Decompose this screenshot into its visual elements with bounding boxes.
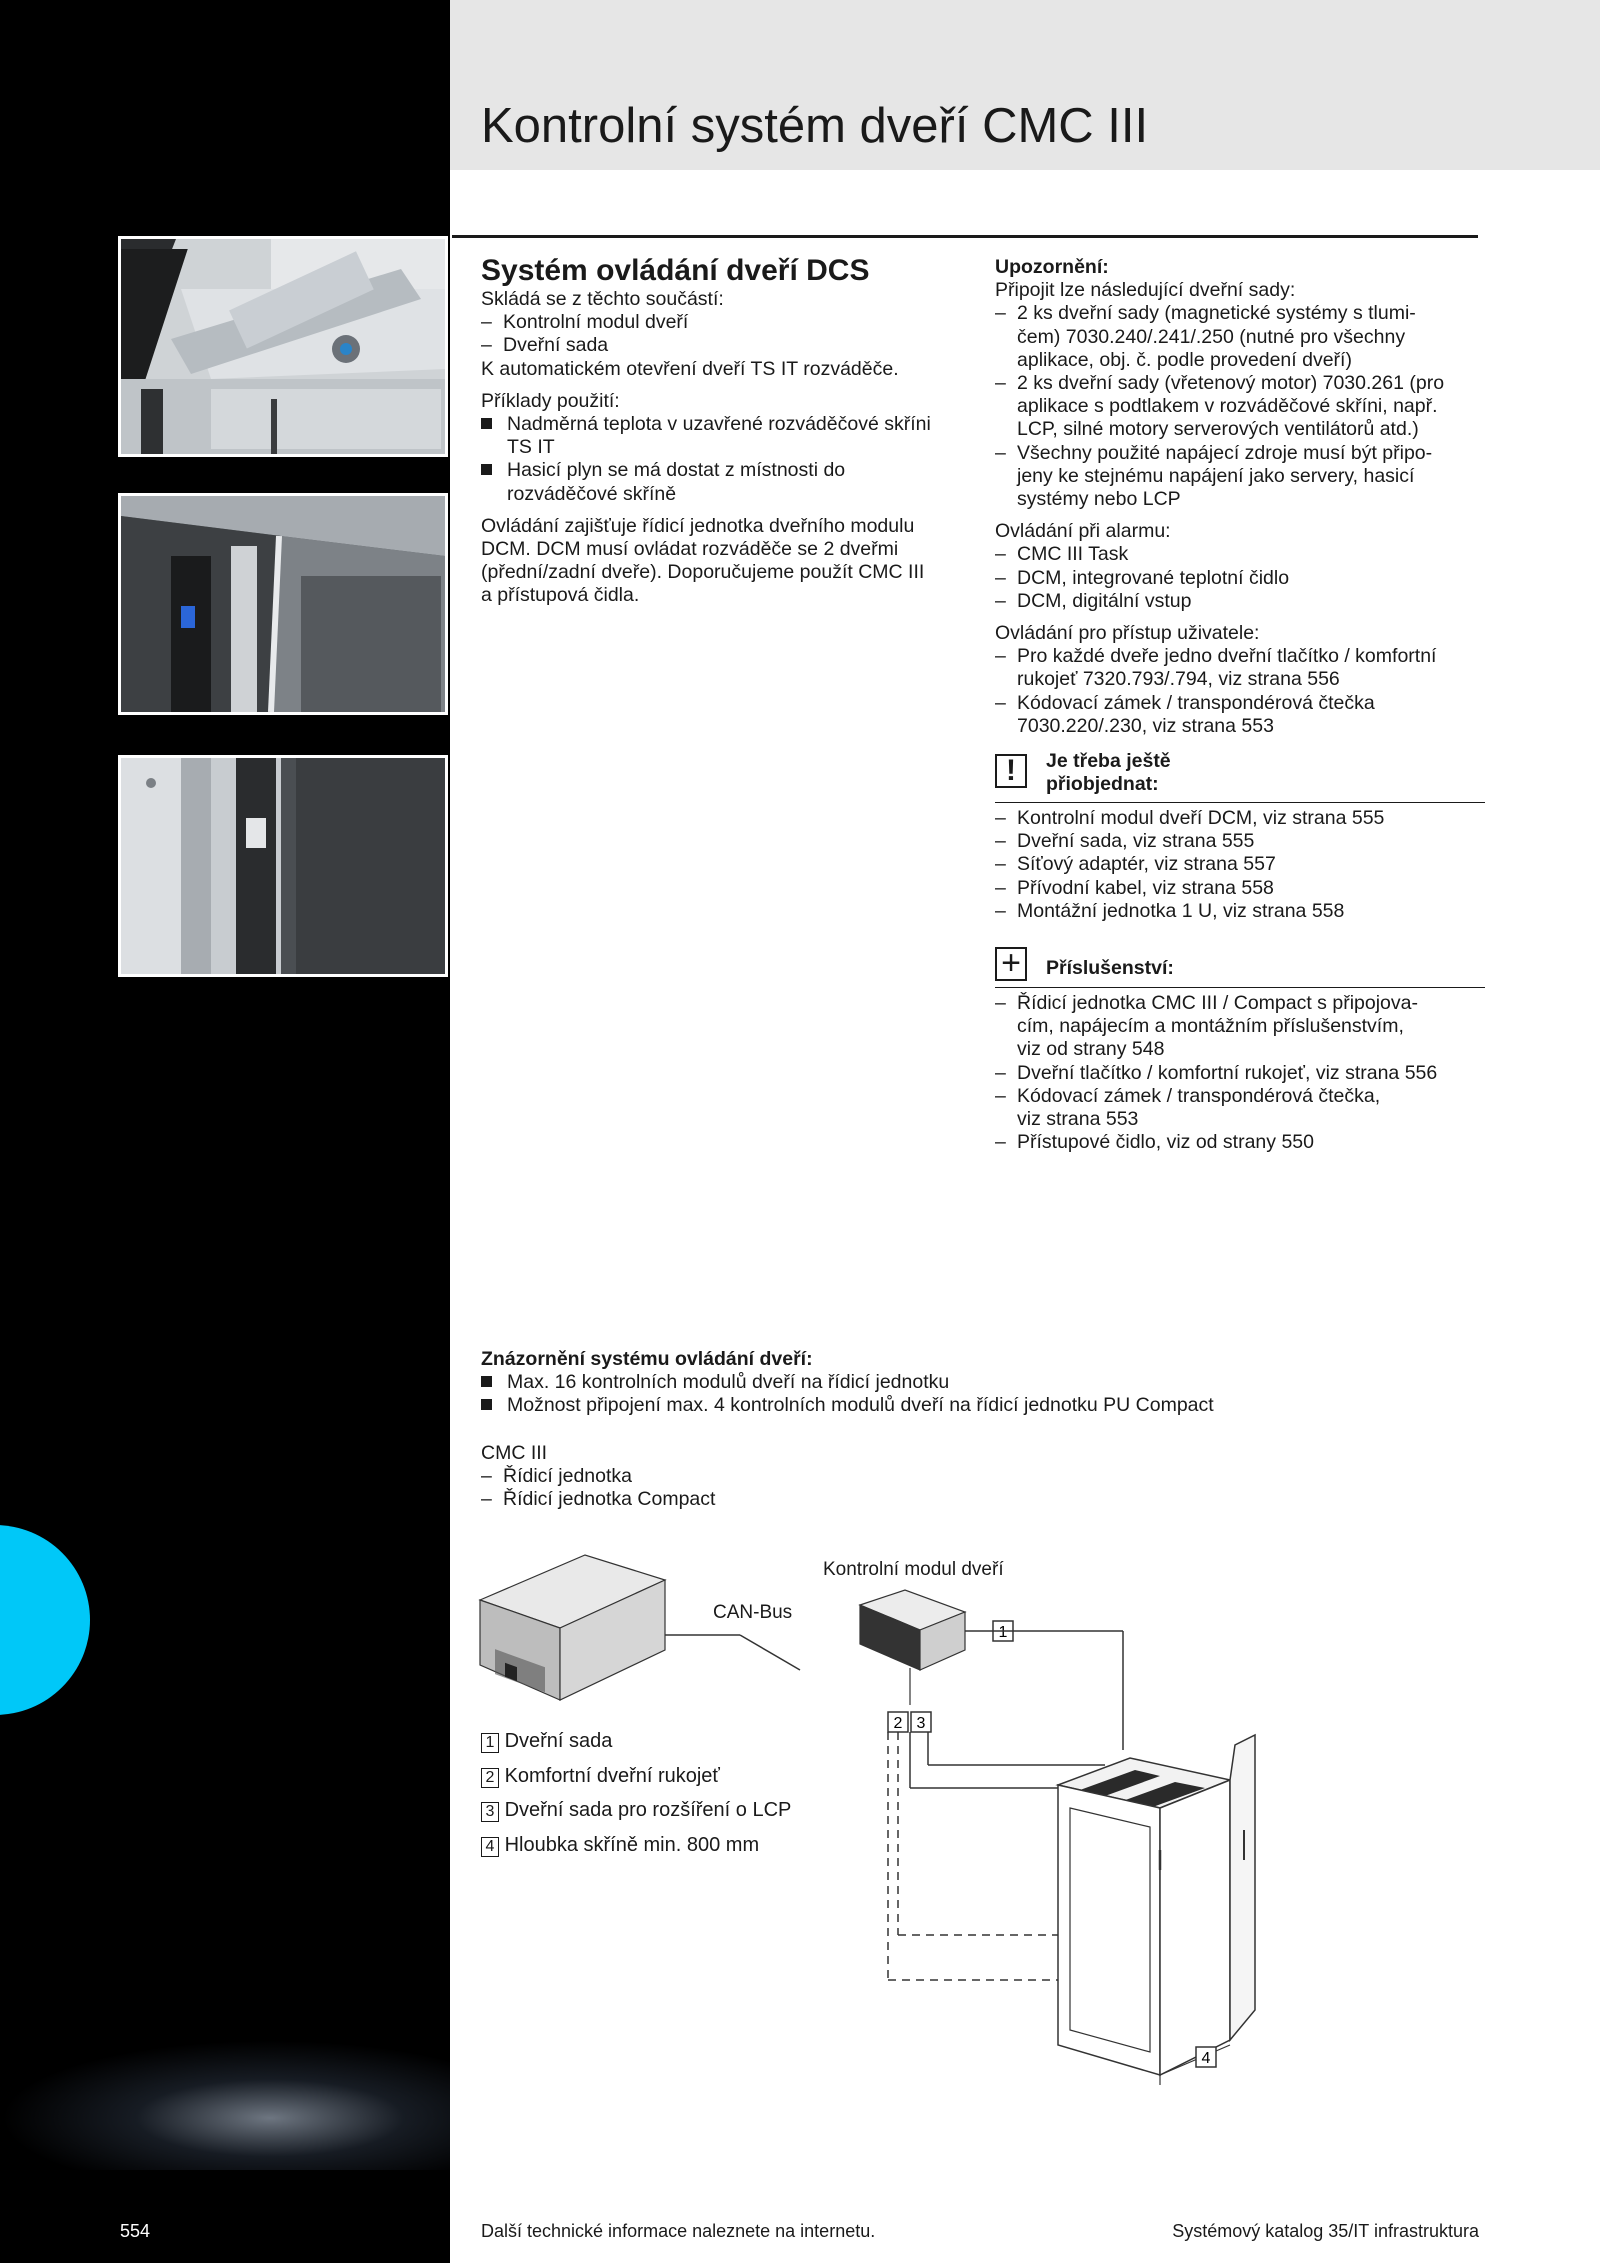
photo-door-hinge [118,236,448,457]
photo-cabinet-interior [118,493,448,715]
page-title: Kontrolní systém dveří CMC III [481,99,1149,153]
diagram-legend [481,1724,901,1862]
footer-right: Systémový katalog 35/IT infrastruktura [1172,2221,1479,2241]
list-item: Možnost připojení max. 4 kontrolních modulů dveří na řídicí jednotku PU Compact [481,1394,1481,1417]
can-bus-line [740,1635,800,1670]
control-unit-illustration [480,1555,665,1700]
module-label: Kontrolní modul dveří [823,1559,1004,1580]
callout-3: 3 [916,1715,926,1732]
list-item: – Montážní jednotka 1 U, viz strana 558 [995,899,1345,922]
list-item: – Kódovací zámek / transpondérová čtečka, viz strana 553 [995,1084,1381,1131]
dcs-intro-column [481,254,971,608]
list-item: – Řídicí jednotka CMC III / Compact s připojova- cím, napájecím a montážním příslušenstvím, viz od strany 548 [995,992,1418,1061]
footer-left: Další technické informace naleznete na internetu. [481,2221,876,2241]
list-item: – Kódovací zámek / transpondérová čtečka 7030.220/.230, viz strana 553 [995,691,1375,737]
order-heading-line-2: přiobjednat: [1046,773,1159,796]
list-item: – Dveřní tlačítko / komfortní rukojeť, viz strana 556 [995,1061,1438,1084]
door-module-illustration [860,1590,965,1705]
legend-item: 3 Dveřní sada pro rozšíření o LCP [481,1793,901,1828]
page-number: 554 [120,2221,151,2241]
accessories-heading: Příslušenství: [1046,957,1174,980]
legend-item: 4 Hloubka skříně min. 800 mm [481,1828,901,1863]
list-item: – Řídicí jednotka [481,1464,632,1487]
examples-label: Příklady použití: [481,389,620,412]
order-list [995,802,1485,923]
dcs-heading: Systém ovládání dveří DCS [481,254,870,287]
list-item: – Přívodní kabel, viz strana 558 [995,876,1274,899]
exclamation-icon: ! [995,754,1027,788]
list-item: – Kontrolní modul dveří [481,311,689,334]
callout-4: 4 [1201,2050,1211,2067]
photo-door-magnet [118,755,448,977]
notes-column [995,256,1485,1155]
notice-intro: Připojit lze následující dveřní sady: [995,279,1296,302]
list-item: – 2 ks dveřní sady (magnetické systémy s tlumi- čem) 7030.240/.241/.250 (nutné pro všechny aplikace, obj. č. podle provedení dveří) [995,302,1416,371]
diagram-heading: Znázornění systému ovládání dveří: [481,1348,813,1370]
order-block-heading [995,750,1485,800]
cmc-label: CMC III [481,1441,548,1464]
accent-circle [0,1525,90,1715]
legend-item: 2 Komfortní dveřní rukojeť [481,1759,901,1794]
control-text: Ovládání zajišťuje řídicí jednotka dveřního modulu DCM. DCM musí ovládat rozváděče se 2 dveřmi (přední/zadní dveře). Doporučujeme použít CMC III a přístupová čidla. [481,514,925,607]
alarm-label: Ovládání při alarmu: [995,520,1171,543]
list-item: – Dveřní sada [481,334,609,357]
callout-1: 1 [998,1624,1008,1641]
list-item: – 2 ks dveřní sady (vřetenový motor) 7030.261 (pro aplikace s podtlakem v rozváděčové skříni, např. LCP, silné motory serverových ventilátorů atd.) [995,372,1445,441]
sidebar-light-glow [0,2040,450,2170]
list-item: Max. 16 kontrolních modulů dveří na řídicí jednotku [481,1371,1481,1394]
list-item: – CMC III Task [995,543,1129,566]
callout-2: 2 [893,1715,903,1732]
list-item: Hasicí plyn se má dostat z místnosti do rozváděčové skříně [481,459,971,505]
notice-heading: Upozornění: [995,256,1109,278]
list-item: – Všechny použité napájecí zdroje musí být připo- jeny ke stejnému napájení jako servery, hasicí systémy nebo LCP [995,441,1433,511]
list-item: – Kontrolní modul dveří DCM, viz strana 555 [995,807,1385,830]
accessories-block-heading [995,944,1485,987]
list-item: Nadměrná teplota v uzavřené rozváděčové skříni TS IT [481,413,971,459]
list-item: – Dveřní sada, viz strana 555 [995,830,1255,853]
components-intro: Skládá se z těchto součástí: [481,288,724,310]
list-item: – Síťový adaptér, viz strana 557 [995,853,1276,876]
order-heading-line-1: Je třeba ještě [1046,750,1171,773]
list-item: – Přístupové čidlo, viz od strany 550 [995,1131,1314,1154]
sidebar-panel [0,0,450,2263]
section-rule [452,235,1478,238]
list-item: – DCM, integrované teplotní čidlo [995,566,1290,589]
list-item: – DCM, digitální vstup [995,589,1192,612]
auto-open-text: K automatickém otevření dveří TS IT rozváděče. [481,357,899,380]
accessories-list [995,987,1485,1154]
access-label: Ovládání pro přístup uživatele: [995,622,1260,645]
list-item: – Pro každé dveře jedno dveřní tlačítko / komfortní rukojeť 7320.793/.794, viz strana 556 [995,645,1437,691]
list-item: – Řídicí jednotka Compact [481,1488,716,1511]
legend-item: 1 Dveřní sada [481,1724,901,1759]
cabinet-illustration [1058,1735,1255,2075]
plus-icon: + [995,947,1027,981]
can-bus-label: CAN-Bus [713,1602,793,1623]
diagram-section [481,1348,1481,1511]
